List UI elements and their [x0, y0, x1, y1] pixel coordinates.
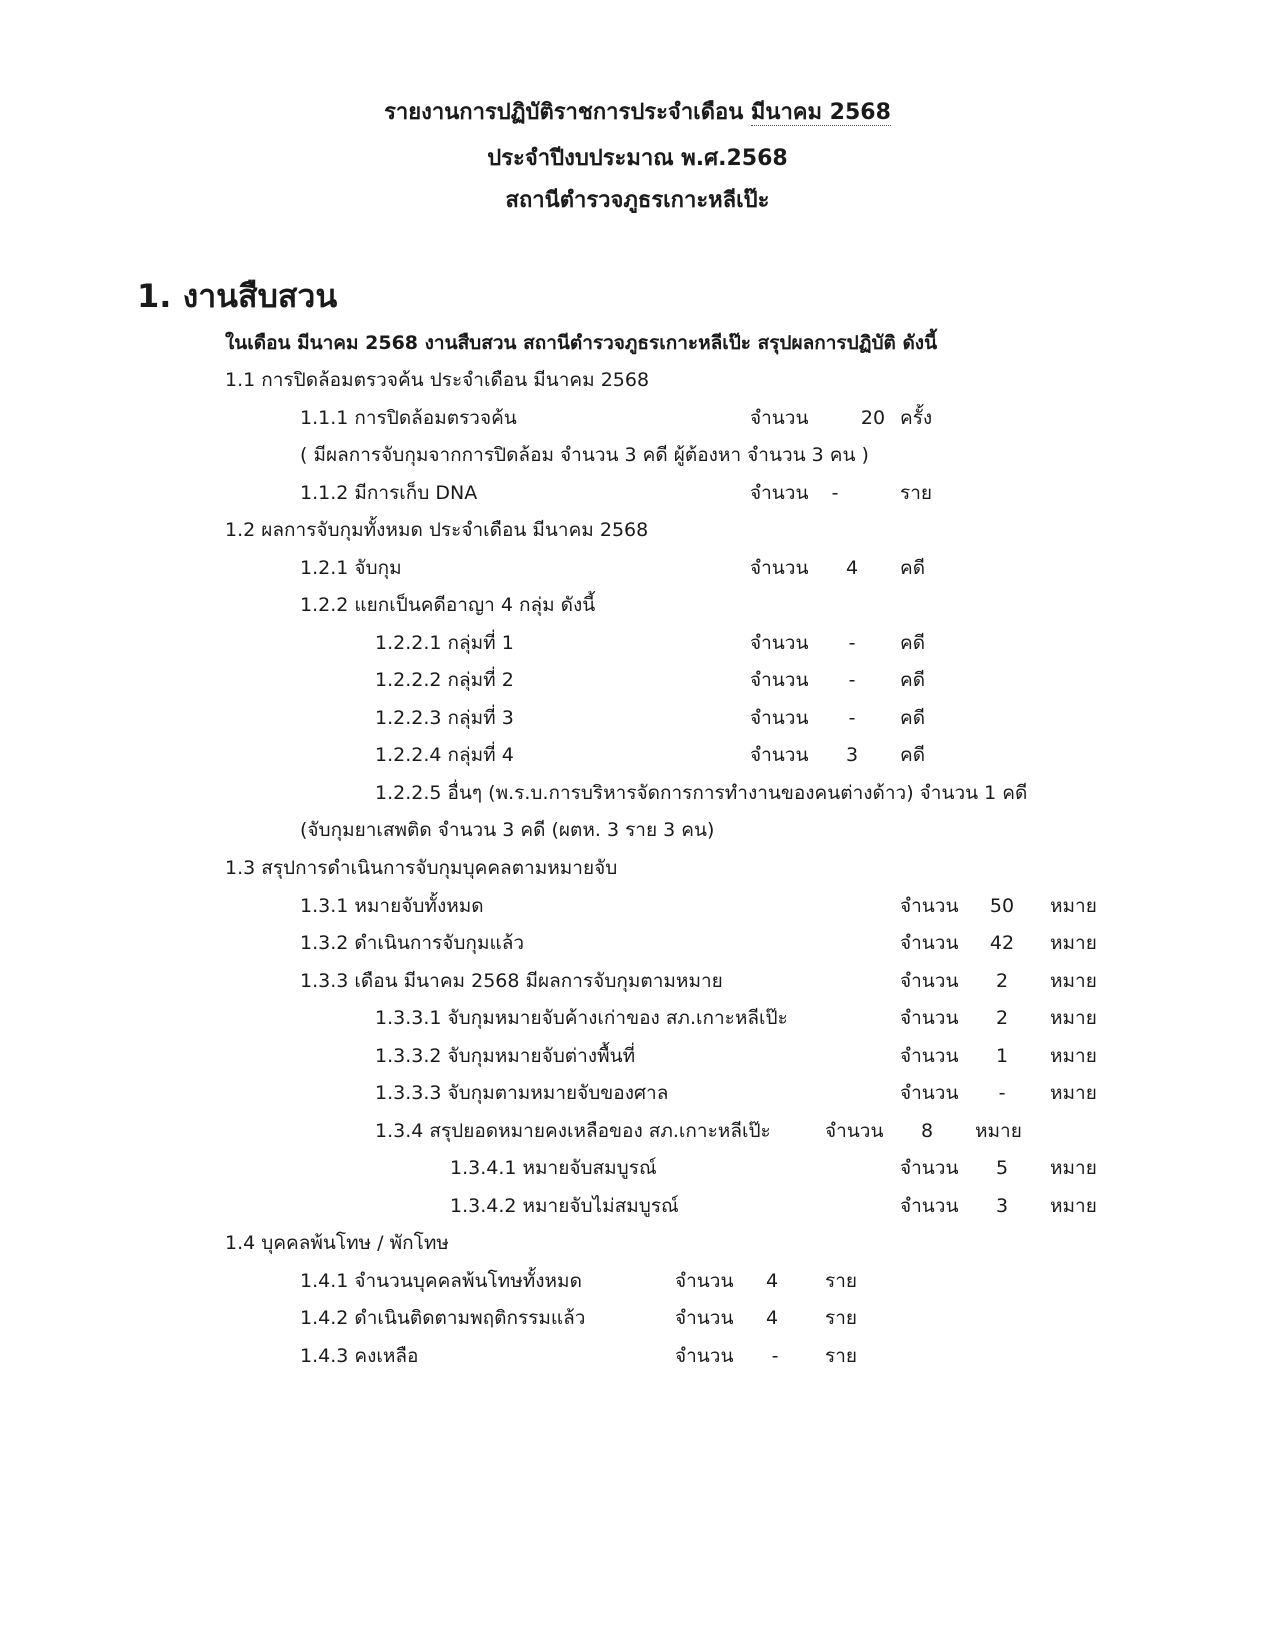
item-label: 1.2.2.4 กลุ่มที่ 4: [375, 744, 514, 766]
item-value: 1: [995, 1045, 1009, 1067]
item-qty-label: จำนวน: [750, 482, 809, 504]
subsection-1-1-heading: 1.1 การปิดล้อมตรวจค้น ประจำเดือน มีนาคม 2568: [225, 369, 650, 391]
item-value: -: [848, 632, 856, 654]
item-value: 8: [920, 1120, 934, 1142]
item-unit: ราย: [825, 1307, 858, 1329]
item-unit: ราย: [825, 1270, 858, 1292]
item-1-2-1: [0, 554, 1275, 582]
item-value: 3: [845, 744, 859, 766]
item-unit: คดี: [900, 632, 926, 654]
item-qty-label: จำนวน: [900, 1157, 959, 1179]
item-qty-label: จำนวน: [900, 1082, 959, 1104]
item-unit: คดี: [900, 669, 926, 691]
section-title: 1. งานสืบสวน: [137, 277, 338, 315]
item-label: 1.3.3.3 จับกุมตามหมายจับของศาล: [375, 1082, 669, 1104]
item-qty-label: จำนวน: [750, 407, 809, 429]
item-unit: คดี: [900, 557, 926, 579]
report-month: มีนาคม 2568: [750, 100, 891, 125]
item-value: 4: [765, 1270, 779, 1292]
item-value: 20: [860, 407, 886, 429]
item-qty-label: จำนวน: [675, 1270, 734, 1292]
item-unit: หมาย: [1050, 1045, 1097, 1067]
item-value: -: [848, 669, 856, 691]
item-label: 1.3.4.1 หมายจับสมบูรณ์: [450, 1157, 657, 1179]
item-value: -: [998, 1082, 1006, 1104]
item-1-2-2-heading: 1.2.2 แยกเป็นคดีอาญา 4 กลุ่ม ดังนี้: [300, 594, 596, 616]
item-unit: หมาย: [1050, 1007, 1097, 1029]
item-qty-label: จำนวน: [675, 1307, 734, 1329]
item-qty-label: จำนวน: [750, 557, 809, 579]
item-label: 1.3.3.2 จับกุมหมายจับต่างพื้นที่: [375, 1045, 636, 1067]
item-unit: ครั้ง: [900, 407, 933, 429]
item-value: -: [771, 1345, 779, 1367]
item-qty-label: จำนวน: [900, 1007, 959, 1029]
item-1-3-4-1: [0, 1154, 1275, 1182]
item-1-2-2-4: [0, 741, 1275, 769]
item-label: 1.3.4 สรุปยอดหมายคงเหลือของ สภ.เกาะหลีเป๊ะ: [375, 1120, 771, 1142]
item-unit: คดี: [900, 707, 926, 729]
item-label: 1.4.3 คงเหลือ: [300, 1345, 419, 1367]
item-unit: คดี: [900, 744, 926, 766]
item-qty-label: จำนวน: [900, 1045, 959, 1067]
item-1-1-note: ( มีผลการจับกุมจากการปิดล้อม จำนวน 3 คดี ผู้ต้องหา จำนวน 3 คน ): [300, 444, 869, 466]
item-label: 1.4.2 ดำเนินติดตามพฤติกรรมแล้ว: [300, 1307, 586, 1329]
item-label: 1.4.1 จำนวนบุคคลพ้นโทษทั้งหมด: [300, 1270, 582, 1292]
item-label: 1.2.2.1 กลุ่มที่ 1: [375, 632, 514, 654]
item-qty-label: จำนวน: [825, 1120, 884, 1142]
item-value: -: [848, 707, 856, 729]
item-1-3-3-3: [0, 1079, 1275, 1107]
report-title-prefix: รายงานการปฏิบัติราชการประจำเดือน: [384, 100, 744, 125]
item-qty-label: จำนวน: [750, 744, 809, 766]
item-qty-label: จำนวน: [900, 895, 959, 917]
item-1-4-2: [0, 1304, 1275, 1332]
item-value: 5: [995, 1157, 1009, 1179]
item-label: 1.2.1 จับกุม: [300, 557, 402, 579]
item-qty-label: จำนวน: [750, 632, 809, 654]
subsection-1-2-heading: 1.2 ผลการจับกุมทั้งหมด ประจำเดือน มีนาคม 2568: [225, 519, 649, 541]
item-unit: หมาย: [975, 1120, 1022, 1142]
item-unit: หมาย: [1050, 1082, 1097, 1104]
item-value: 2: [995, 970, 1009, 992]
item-label: 1.1.1 การปิดล้อมตรวจค้น: [300, 407, 517, 429]
item-label: 1.3.3 เดือน มีนาคม 2568 มีผลการจับกุมตามหมาย: [300, 970, 723, 992]
item-unit: หมาย: [1050, 1157, 1097, 1179]
item-value: 4: [765, 1307, 779, 1329]
item-1-3-3-2: [0, 1042, 1275, 1070]
item-1-2-2-1: [0, 629, 1275, 657]
item-value: 50: [989, 895, 1015, 917]
subsection-1-4-heading: 1.4 บุคคลพ้นโทษ / พักโทษ: [225, 1232, 449, 1254]
item-1-2-note: (จับกุมยาเสพติด จำนวน 3 คดี (ผตห. 3 ราย 3 คน): [300, 819, 715, 841]
item-1-2-2-3: [0, 704, 1275, 732]
item-label: 1.1.2 มีการเก็บ DNA: [300, 482, 478, 504]
item-1-3-4: [0, 1117, 1275, 1145]
fiscal-year: ประจำปีงบประมาณ พ.ศ.2568: [487, 146, 788, 171]
item-1-1-1: [0, 404, 1275, 432]
item-label: 1.3.2 ดำเนินการจับกุมแล้ว: [300, 932, 525, 954]
item-value: 4: [845, 557, 859, 579]
item-unit: หมาย: [1050, 1195, 1097, 1217]
item-qty-label: จำนวน: [900, 1195, 959, 1217]
item-1-3-4-2: [0, 1192, 1275, 1220]
station-name: สถานีตำรวจภูธรเกาะหลีเป๊ะ: [505, 188, 770, 213]
section-intro: ในเดือน มีนาคม 2568 งานสืบสวน สถานีตำรวจภูธรเกาะหลีเป๊ะ สรุปผลการปฏิบัติ ดังนี้: [225, 332, 938, 354]
item-1-3-2: [0, 929, 1275, 957]
item-label: 1.2.2.3 กลุ่มที่ 3: [375, 707, 514, 729]
item-1-1-2: [0, 479, 1275, 507]
item-qty-label: จำนวน: [750, 669, 809, 691]
item-value: 3: [995, 1195, 1009, 1217]
item-qty-label: จำนวน: [900, 970, 959, 992]
item-unit: หมาย: [1050, 895, 1097, 917]
item-unit: หมาย: [1050, 970, 1097, 992]
subsection-1-3-heading: 1.3 สรุปการดำเนินการจับกุมบุคคลตามหมายจับ: [225, 857, 618, 879]
item-qty-label: จำนวน: [900, 932, 959, 954]
item-1-3-3-1: [0, 1004, 1275, 1032]
item-label: 1.3.3.1 จับกุมหมายจับค้างเก่าของ สภ.เกาะหลีเป๊ะ: [375, 1007, 788, 1029]
item-unit: ราย: [825, 1345, 858, 1367]
item-1-2-2-5: 1.2.2.5 อื่นๆ (พ.ร.บ.การบริหารจัดการการทำงานของคนต่างด้าว) จำนวน 1 คดี: [375, 782, 1028, 804]
item-label: 1.3.1 หมายจับทั้งหมด: [300, 895, 484, 917]
item-1-2-2-2: [0, 666, 1275, 694]
report-title: [0, 98, 1275, 128]
item-value: -: [831, 482, 839, 504]
item-label: 1.3.4.2 หมายจับไม่สมบูรณ์: [450, 1195, 679, 1217]
item-qty-label: จำนวน: [675, 1345, 734, 1367]
item-unit: หมาย: [1050, 932, 1097, 954]
item-1-3-3: [0, 967, 1275, 995]
item-1-4-1: [0, 1267, 1275, 1295]
item-1-4-3: [0, 1342, 1275, 1370]
item-value: 2: [995, 1007, 1009, 1029]
item-1-3-1: [0, 892, 1275, 920]
item-value: 42: [989, 932, 1015, 954]
item-unit: ราย: [900, 482, 933, 504]
item-qty-label: จำนวน: [750, 707, 809, 729]
item-label: 1.2.2.2 กลุ่มที่ 2: [375, 669, 514, 691]
